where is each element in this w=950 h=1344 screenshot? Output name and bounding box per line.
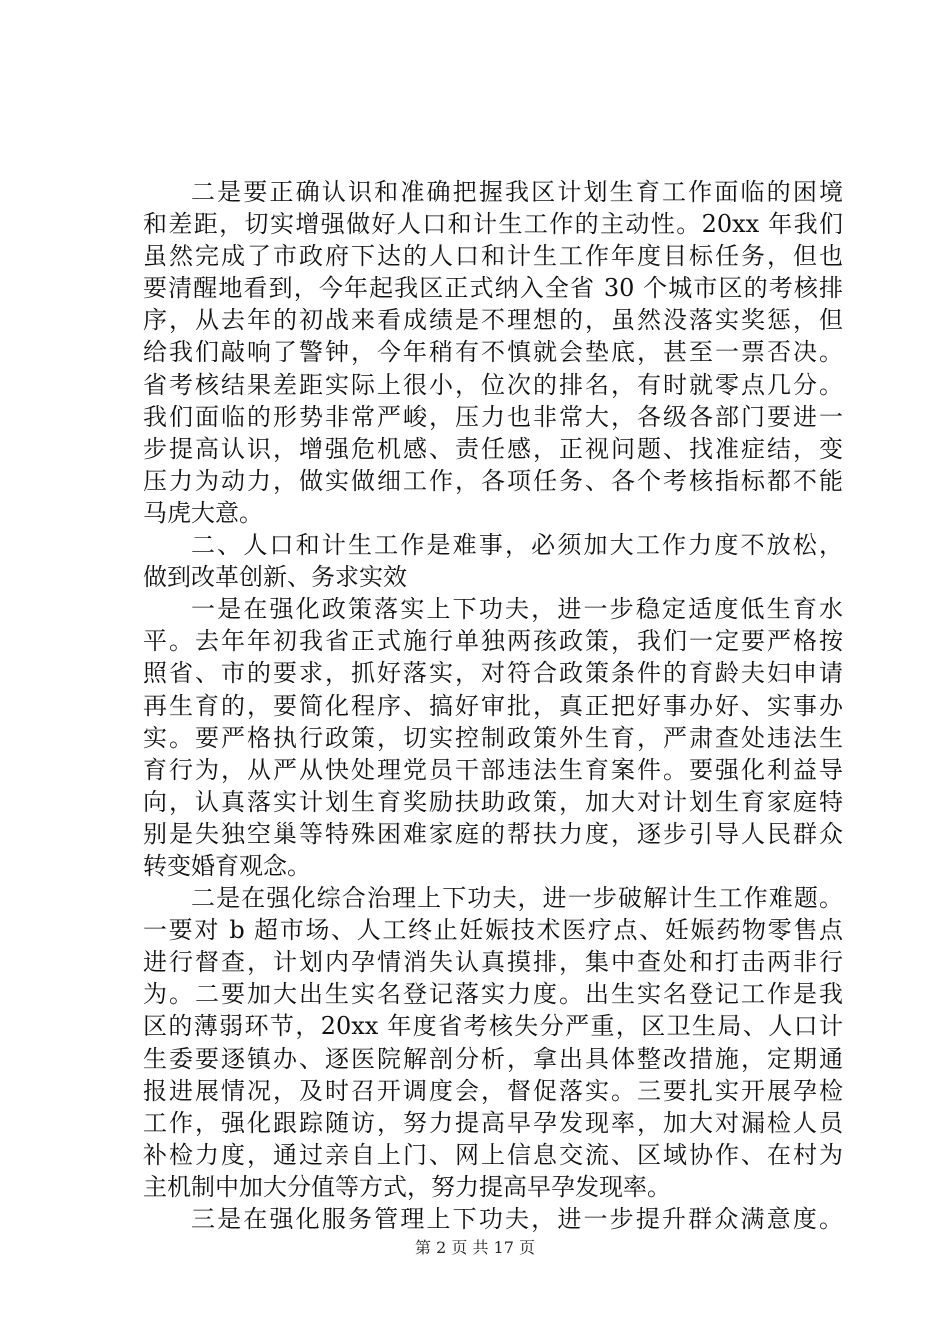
text-line: 照省、市的要求，抓好落实，对符合政策条件的育龄夫妇申请 bbox=[143, 659, 843, 688]
text-line: 压力为动力，做实做细工作，各项任务、各个考核指标都不能 bbox=[143, 466, 843, 495]
section-heading-line: 做到改革创新、务求实效 bbox=[143, 563, 407, 592]
text-line: 实。要严格执行政策，切实控制政策外生育，严肃查处违法生 bbox=[143, 723, 843, 752]
text-line: 和差距，切实增强做好人口和计生工作的主动性。20xx 年我们 bbox=[143, 210, 843, 239]
text-line: 我们面临的形势非常严峻，压力也非常大，各级各部门要进一 bbox=[143, 402, 843, 431]
body-text bbox=[143, 176, 843, 1235]
text-line: 二是要正确认识和准确把握我区计划生育工作面临的困境 bbox=[191, 178, 843, 206]
text-line: 向，认真落实计划生育奖励扶助政策，加大对计划生育家庭特 bbox=[143, 787, 843, 816]
text-line: 省考核结果差距实际上很小，位次的排名，有时就零点几分。 bbox=[143, 370, 843, 399]
text-line: 生委要逐镇办、逐医院解剖分析，拿出具体整改措施，定期通 bbox=[143, 1044, 843, 1073]
text-line: 步提高认识，增强危机感、责任感，正视问题、找准症结，变 bbox=[143, 434, 843, 463]
text-line: 平。去年年初我省正式施行单独两孩政策，我们一定要严格按 bbox=[143, 627, 843, 656]
section-heading-line: 二、人口和计生工作是难事，必须加大工作力度不放松， bbox=[191, 531, 843, 560]
text-line: 工作，强化跟踪随访，努力提高早孕发现率，加大对漏检人员 bbox=[143, 1108, 843, 1137]
text-line: 别是失独空巢等特殊困难家庭的帮扶力度，逐步引导人民群众 bbox=[143, 819, 843, 848]
text-line: 马虎大意。 bbox=[143, 498, 263, 527]
text-line: 一要对 b 超市场、人工终止妊娠技术医疗点、妊娠药物零售点 bbox=[143, 916, 843, 945]
text-line: 一是在强化政策落实上下功夫，进一步稳定适度低生育水 bbox=[191, 595, 843, 624]
text-line: 虽然完成了市政府下达的人口和计生工作年度目标任务，但也 bbox=[143, 242, 843, 271]
text-line: 育行为，从严从快处理党员干部违法生育案件。要强化利益导 bbox=[143, 755, 843, 784]
text-line: 区的薄弱环节，20xx 年度省考核失分严重，区卫生局、人口计 bbox=[143, 1012, 843, 1041]
text-line: 报进展情况，及时召开调度会，督促落实。三要扎实开展孕检 bbox=[143, 1076, 843, 1105]
text-line: 补检力度，通过亲自上门、网上信息交流、区域协作、在村为 bbox=[143, 1140, 843, 1169]
text-line: 进行督查，计划内孕情消失认真摸排，集中查处和打击两非行 bbox=[143, 948, 843, 977]
text-line: 为。二要加大出生实名登记落实力度。出生实名登记工作是我 bbox=[143, 980, 843, 1009]
text-line: 二是在强化综合治理上下功夫，进一步破解计生工作难题。 bbox=[191, 884, 843, 913]
text-line: 主机制中加大分值等方式，努力提高早孕发现率。 bbox=[143, 1172, 671, 1201]
text-line: 序，从去年的初战来看成绩是不理想的，虽然没落实奖惩，但 bbox=[143, 306, 843, 335]
text-line: 转变婚育观念。 bbox=[143, 851, 311, 880]
text-line: 三是在强化服务管理上下功夫，进一步提升群众满意度。 bbox=[191, 1205, 843, 1233]
page-number-footer: 第 2 页 共 17 页 bbox=[415, 1238, 535, 1257]
text-line: 要清醒地看到，今年起我区正式纳入全省 30 个城市区的考核排 bbox=[143, 274, 843, 303]
text-line: 给我们敲响了警钟，今年稍有不慎就会垫底，甚至一票否决。 bbox=[143, 338, 843, 367]
text-line: 再生育的，要简化程序、搞好审批，真正把好事办好、实事办 bbox=[143, 691, 843, 720]
